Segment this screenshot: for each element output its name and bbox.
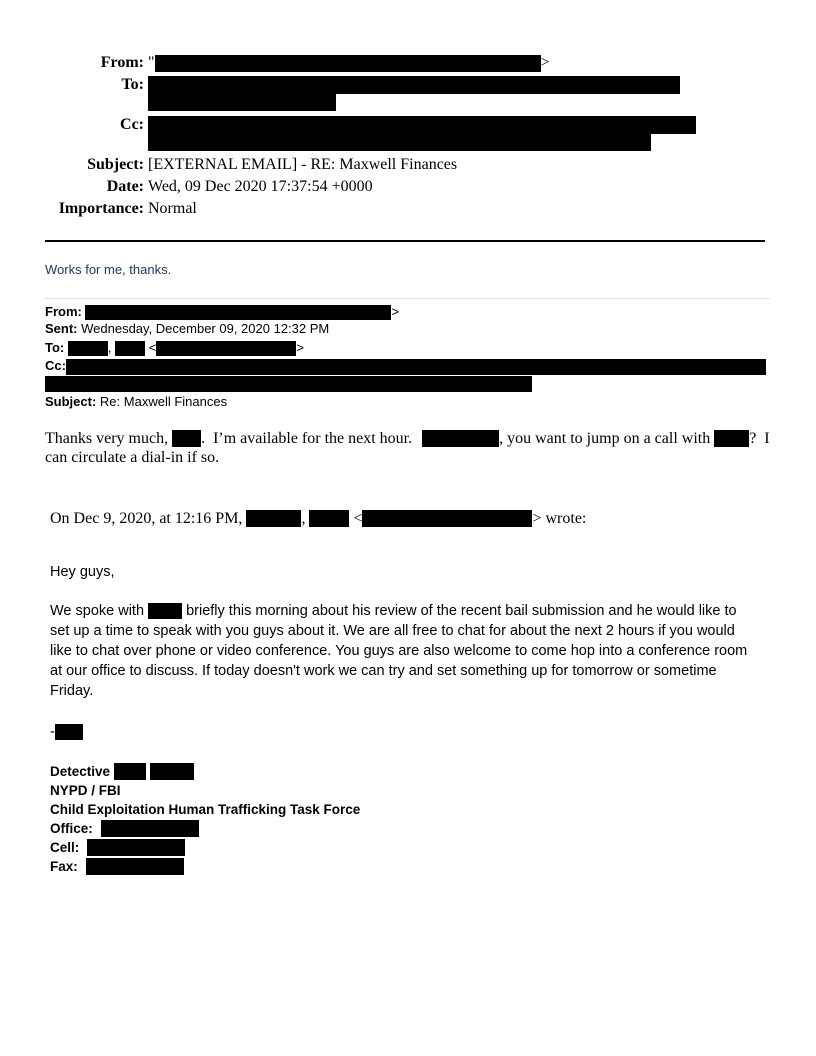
message-line: Friday. (50, 683, 94, 699)
importance-label: Importance: (58, 200, 144, 217)
fwd-cc-label: Cc: (45, 358, 66, 373)
redaction-block (148, 603, 182, 619)
forward-divider (45, 298, 770, 299)
signature-title (50, 762, 194, 781)
quote-suffix: > wrote: (532, 510, 587, 527)
redaction-block (309, 510, 349, 527)
message-line: like to chat over phone or video conference. You guys are also welcome to come hop into a conference room (50, 643, 748, 659)
signature-fax (50, 857, 184, 876)
importance-value: Normal (148, 200, 197, 217)
fwd-sent-value: Wednesday, December 09, 2020 12:32 PM (81, 321, 330, 336)
redaction-block (150, 763, 194, 780)
subject-value: [EXTERNAL EMAIL] - RE: Maxwell Finances (148, 156, 458, 173)
redaction-block (68, 341, 108, 356)
reply-text: Works for me, thanks. (45, 262, 172, 277)
greeting: Hey guys, (50, 564, 115, 580)
redaction-block (172, 430, 201, 447)
message-text: . I’m available for the next hour. (201, 430, 413, 447)
fwd-cc-row (45, 358, 766, 375)
from-prefix: " (148, 54, 155, 71)
fwd-sent-row (45, 321, 329, 337)
redaction-block (114, 763, 146, 780)
redaction-block (45, 376, 532, 392)
fwd-to-close: > (296, 340, 304, 355)
redaction-block (86, 858, 184, 875)
from-label: From: (100, 54, 144, 71)
redaction-block (148, 76, 680, 94)
fwd-to-open: < (148, 340, 157, 355)
message-text: , you want to jump on a call with (499, 430, 711, 447)
signature-cell (50, 838, 185, 857)
message-line: at our office to discuss. If today doesn't work we can try and set something up for tomorrow or sometime (50, 663, 717, 679)
sender-initial (50, 722, 765, 742)
redaction-block (156, 341, 296, 356)
quote-prefix: On Dec 9, 2020, at 12:16 PM, (50, 510, 243, 527)
quote-line (50, 509, 586, 528)
fwd-to-sep: , (107, 340, 112, 355)
message-text: briefly this morning about his review of the recent bail submission and he would like to (186, 603, 737, 619)
signature-org2: Child Exploitation Human Trafficking Task Force (50, 802, 361, 817)
signature-title-text: Detective (50, 764, 111, 779)
message-line: can circulate a dial-in if so. (45, 449, 220, 466)
message-body-1 (45, 429, 770, 467)
redaction-block (714, 430, 749, 447)
fwd-subject-value: Re: Maxwell Finances (99, 394, 228, 409)
message-body-2 (50, 601, 765, 701)
fwd-subject-row (45, 394, 227, 410)
office-label: Office: (50, 821, 93, 836)
message-text: ? I (749, 430, 770, 447)
cc-label: Cc: (120, 116, 144, 133)
subject-label: Subject: (87, 156, 144, 173)
dash: - (50, 724, 55, 740)
message-text: Thanks very much, (45, 430, 169, 447)
fwd-from-row (45, 304, 399, 320)
fwd-subject-label: Subject: (45, 394, 97, 409)
redaction-block (101, 820, 199, 837)
quote-open: < (353, 510, 363, 527)
fwd-from-suffix: > (391, 304, 400, 319)
redaction-block (148, 94, 336, 111)
message-text: We spoke with (50, 603, 145, 619)
message-line (50, 601, 765, 621)
redaction-block (246, 510, 301, 527)
redaction-block (66, 359, 766, 375)
message-line: set up a time to speak with you guys about it. We are all free to chat for about the next 2 hours if you would (50, 623, 735, 639)
signature-office (50, 819, 199, 838)
signature-org1: NYPD / FBI (50, 783, 121, 798)
cell-label: Cell: (50, 840, 80, 855)
fwd-to-label: To: (45, 340, 65, 355)
message-line (45, 429, 770, 448)
fwd-to-row (45, 340, 304, 356)
quote-sep: , (301, 510, 306, 527)
redaction-block (87, 839, 185, 856)
fwd-sent-label: Sent: (45, 321, 78, 336)
redaction-block (55, 724, 83, 740)
header-divider (45, 240, 765, 242)
redaction-block (85, 305, 391, 320)
fwd-from-label: From: (45, 304, 82, 319)
redaction-block (148, 116, 696, 134)
redaction-block (115, 341, 145, 356)
from-value (148, 54, 550, 72)
date-value: Wed, 09 Dec 2020 17:37:54 +0000 (148, 178, 373, 195)
from-suffix: > (540, 54, 550, 71)
date-label: Date: (106, 178, 144, 195)
redaction-block (155, 55, 541, 72)
redaction-block (362, 510, 532, 527)
to-label: To: (121, 76, 144, 93)
redaction-block (422, 430, 499, 447)
fax-label: Fax: (50, 859, 78, 874)
redaction-block (148, 134, 651, 151)
